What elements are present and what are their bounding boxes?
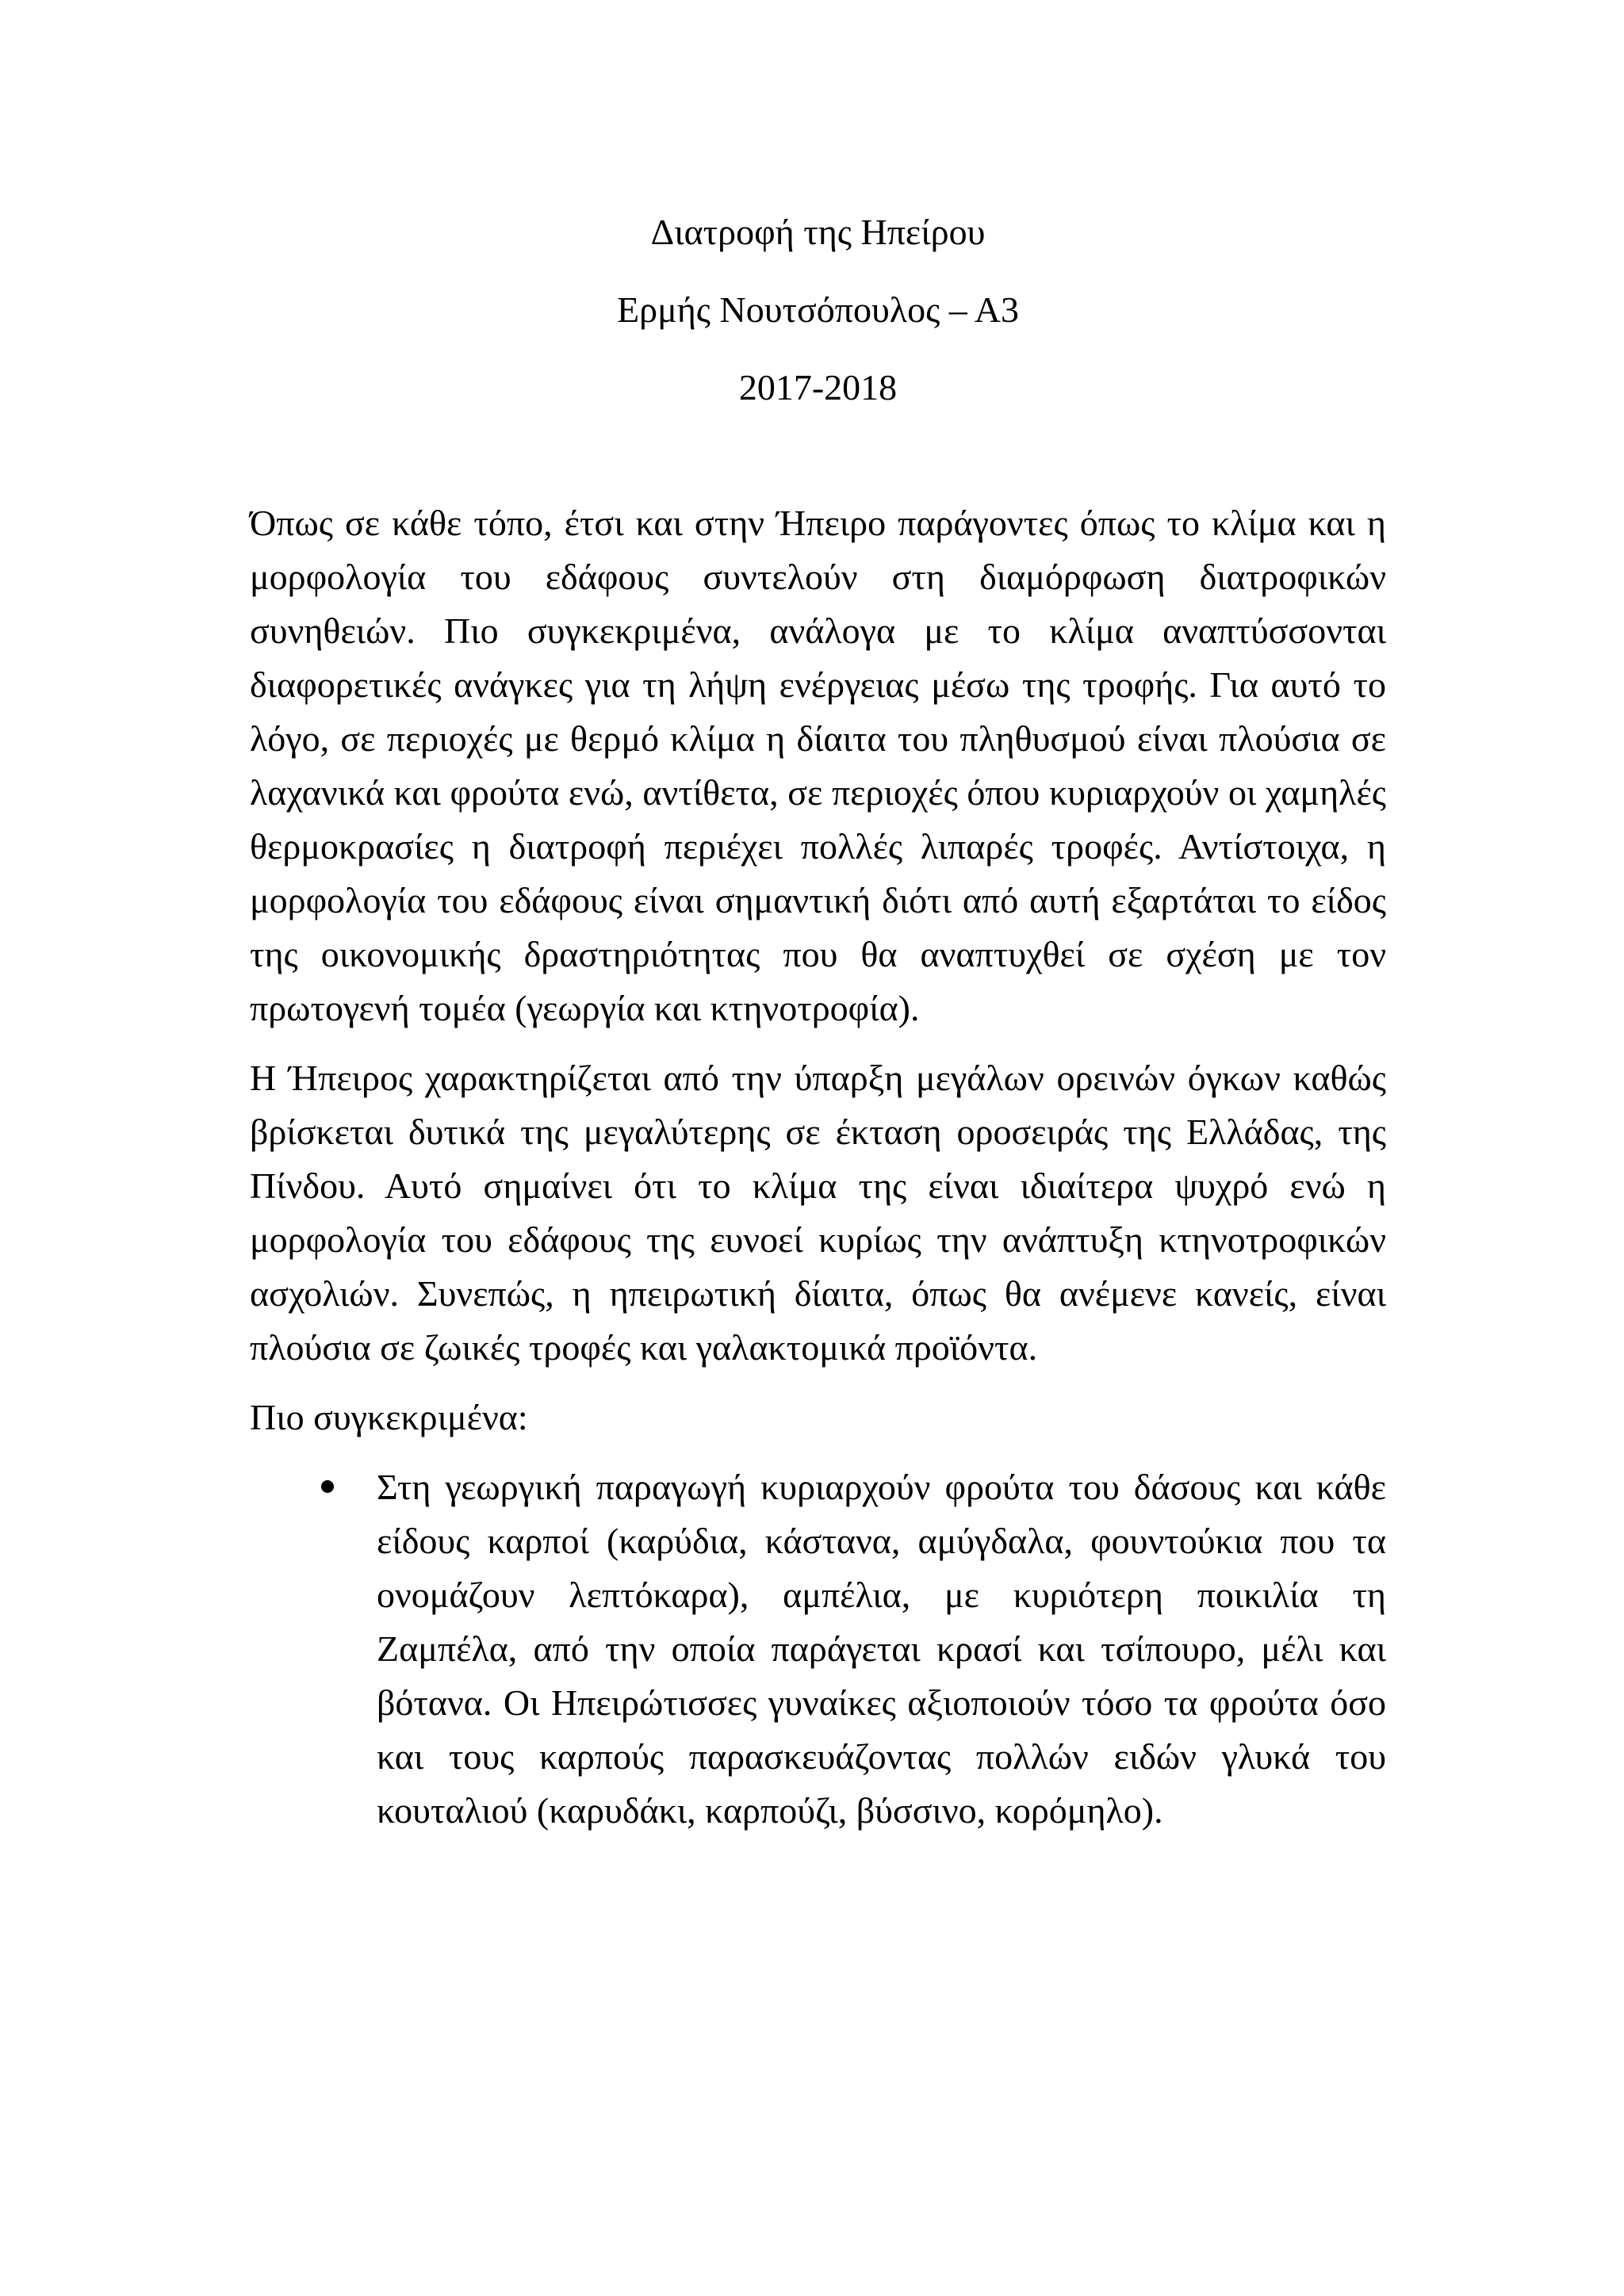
body-paragraph: Όπως σε κάθε τόπο, έτσι και στην Ήπειρο παράγοντες όπως το κλίμα και η μορφολογία του εδάφους συντελούν στη διαμόρφωση διατροφικών συνηθειών. Πιο συγκεκριμένα, ανάλογα με το κλίμα αναπτύσσονται διαφορετικές ανάγκες για τη λήψη ενέργειας μέσω της τροφής. Για αυτό το λόγο, σε περιοχές με θερμό κλίμα η δίαιτα του πληθυσμού είναι πλούσια σε λαχανικά και φρούτα ενώ, αντίθετα, σε περιοχές όπου κυριαρχούν οι χαμηλές θερμοκρασίες η διατροφή περιέχει πολλές λιπαρές τροφές. Αντίστοιχα, η μορφολογία του εδάφους είναι σημαντική διότι από αυτή εξαρτάται το είδος της οικονομικής δραστηριότητας που θα αναπτυχθεί σε σχέση με τον πρωτογενή τομέα (γεωργία και κτηνοτροφία). (250, 503, 1386, 1028)
document-title: Διατροφή της Ηπείρου (650, 212, 986, 252)
list-item-text: Στη γεωργική παραγωγή κυριαρχούν φρούτα του δάσους και κάθε είδους καρποί (καρύδια, κάστανα, αμύγδαλα, φουντούκια που τα ονομάζουν λεπτόκαρα), αμπέλια, με κυριότερη ποικιλία τη Ζαμπέλα, από την οποία παράγεται κρασί και τσίπουρο, μέλι και βότανα. Οι Ηπειρώτισσες γυναίκες αξιοποιούν τόσο τα φρούτα όσο και τους καρπούς παρασκευάζοντας πολλών ειδών γλυκά του κουταλιού (καρυδάκι, καρπούζι, βύσσινο, κορόμηλο). (377, 1467, 1386, 1831)
list-lead-in: Πιο συγκεκριμένα: (250, 1397, 528, 1437)
author-line: Ερμής Νουτσόπουλος – Α3 (617, 289, 1019, 330)
bullet-list (250, 1460, 1386, 1838)
body-paragraph: Η Ήπειρος χαρακτηρίζεται από την ύπαρξη μεγάλων ορεινών όγκων καθώς βρίσκεται δυτικά της μεγαλύτερης σε έκταση οροσειράς της Ελλάδας, της Πίνδου. Αυτό σημαίνει ότι το κλίμα της είναι ιδιαίτερα ψυχρό ενώ η μορφολογία του εδάφους της ευνοεί κυρίως την ανάπτυξη κτηνοτροφικών ασχολιών. Συνεπώς, η ηπειρωτική δίαιτα, όπως θα ανέμενε κανείς, είναι πλούσια σε ζωικές τροφές και γαλακτομικά προϊόντα. (250, 1058, 1386, 1368)
title-block (250, 193, 1386, 427)
school-year: 2017-2018 (738, 367, 898, 408)
bullet-icon (321, 1480, 334, 1493)
list-item (377, 1460, 1386, 1838)
